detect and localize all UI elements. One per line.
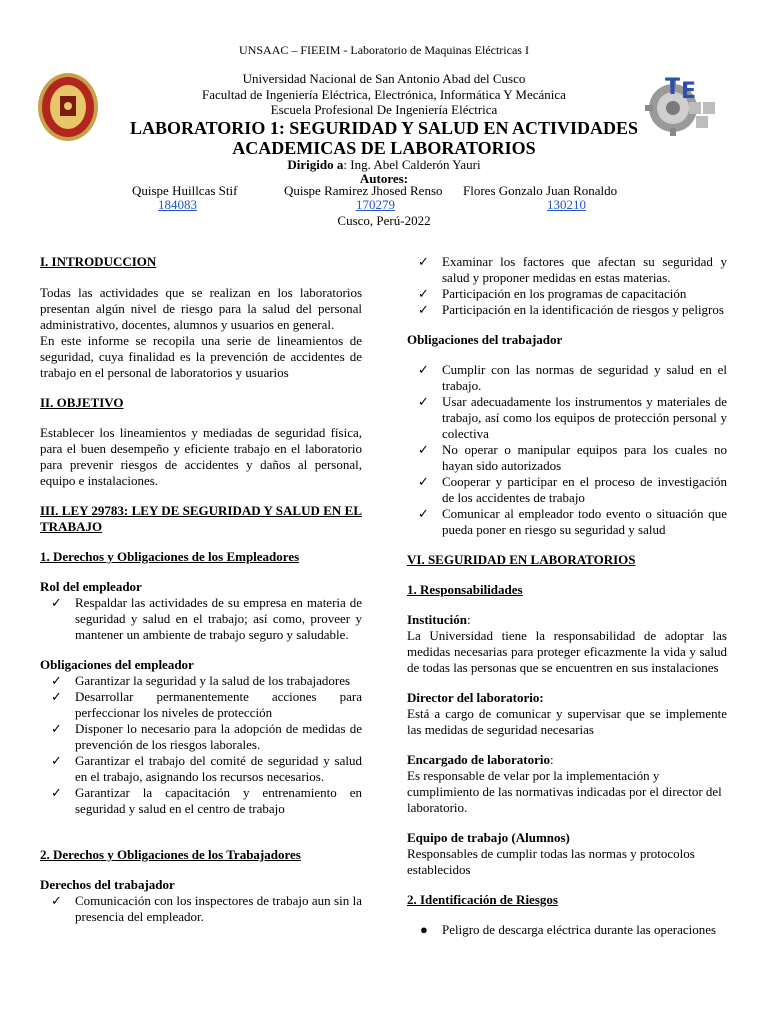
section-ley-title: III. LEY 29783: LEY DE SEGURIDAD Y SALUD EN EL TRABAJO <box>40 503 362 534</box>
list-item: ✓ Garantizar el trabajo del comité de seguridad y salud en el trabajo, asignando los recursos necesarios. <box>51 753 362 784</box>
checkmark-icon: ✓ <box>418 474 429 489</box>
checkmark-icon: ✓ <box>51 721 62 736</box>
list-item: ● Peligro de descarga eléctrica durante las operaciones <box>420 922 717 937</box>
rol-empleador-list <box>40 595 362 643</box>
list-item: ✓ Desarrollar permanentemente acciones para perfeccionar los niveles de protección <box>51 689 362 720</box>
report-title-line2: ACADEMICAS DE LABORATORIOS <box>232 138 536 158</box>
list-item: ✓ Usar adecuadamente los instrumentos y materiales de trabajo, así como los equipos de protección personal y colectiva <box>418 394 727 441</box>
obligaciones-trabajador-label: Obligaciones del trabajador <box>407 332 563 347</box>
authors-label: Autores: <box>359 171 409 186</box>
checkmark-icon: ✓ <box>51 785 62 800</box>
author-name: Quispe Ramirez Jhosed Renso <box>284 183 443 198</box>
list-item: ✓ Participación en los programas de capacitación <box>418 286 687 301</box>
checkmark-icon: ✓ <box>418 362 429 377</box>
subsection-responsabilidades-title: 1. Responsabilidades <box>407 582 523 597</box>
school-name: Escuela Profesional De Ingeniería Eléctrica <box>270 102 498 117</box>
checkmark-icon: ✓ <box>418 506 429 521</box>
checkmark-icon: ✓ <box>51 595 62 610</box>
checkmark-icon: ✓ <box>51 753 62 768</box>
director-label: Director del laboratorio: <box>407 690 544 705</box>
bullet-icon: ● <box>420 922 428 937</box>
list-item: ✓ Cooperar y participar en el proceso de investigación de los accidentes de trabajo <box>418 474 727 505</box>
author-id-link[interactable]: 130210 <box>547 197 586 212</box>
institucion-heading: Institución: <box>407 612 471 627</box>
list-item: ✓ No operar o manipular equipos para los cuales no hayan sido autorizados <box>418 442 727 473</box>
director-paragraph: Está a cargo de comunicar y supervisar que se implemente las medidas de seguridad necesarias <box>407 706 727 737</box>
directed-label: Dirigido a <box>287 157 344 172</box>
report-title-line1: LABORATORIO 1: SEGURIDAD Y SALUD EN ACTIVIDADES <box>129 118 639 138</box>
checkmark-icon: ✓ <box>418 286 429 301</box>
institucion-paragraph: La Universidad tiene la responsabilidad de adoptar las medidas necesarias para proteger eficazmente la vida y salud de todas las personas que se encuentren en sus instalaciones <box>407 628 727 675</box>
riesgos-list <box>407 922 727 938</box>
list-item: ✓ Participación en la identificación de riesgos y peligros <box>418 302 724 317</box>
intro-paragraph: Todas las actividades que se realizan en los laboratorios presentan algún nivel de riesgo para la salud del personal administrativo, docentes, alumnos y usuarios en general. <box>40 285 362 332</box>
intro-paragraph: En este informe se recopila una serie de lineamientos de seguridad, cuya finalidad es la prevención de accidentes de trabajo en el personal de laboratorios y usuarios <box>40 333 362 380</box>
institucion-label: Institución <box>407 612 467 627</box>
section-seguridad-title: VI. SEGURIDAD EN LABORATORIOS <box>407 552 636 567</box>
right-column <box>407 254 727 938</box>
list-item: ✓ Garantizar la seguridad y la salud de los trabajadores <box>51 673 351 688</box>
derechos-trabajador-label: Derechos del trabajador <box>40 877 175 892</box>
subsection-trabajadores-title: 2. Derechos y Obligaciones de los Trabajadores <box>40 847 301 862</box>
author-name: Quispe Huillcas Stif <box>132 183 238 198</box>
encargado-label: Encargado de laboratorio <box>407 752 550 767</box>
list-item: ✓ Respaldar las actividades de su empresa en materia de seguridad y salud en el trabajo; así como, proveer y mantener un ambiente de trabajo seguro y saludable. <box>51 595 362 642</box>
obligaciones-trabajador-list <box>407 362 727 538</box>
directed-value: : Ing. Abel Calderón Yauri <box>343 157 481 172</box>
checkmark-icon: ✓ <box>418 442 429 457</box>
rol-empleador-label: Rol del empleador <box>40 579 142 594</box>
author-id-link[interactable]: 184083 <box>158 197 197 212</box>
left-column <box>40 254 362 925</box>
running-header: UNSAAC – FIEEIM - Laboratorio de Maquinas Eléctricas I <box>239 43 529 57</box>
subsection-empleadores-title: 1. Derechos y Obligaciones de los Empleadores <box>40 549 300 564</box>
faculty-name: Facultad de Ingeniería Eléctrica, Electrónica, Informática Y Mecánica <box>202 87 566 102</box>
list-item: ✓ Disponer lo necesario para la adopción de medidas de prevención de los riesgos laborales. <box>51 721 362 752</box>
checkmark-icon: ✓ <box>51 673 62 688</box>
equipo-paragraph: Responsables de cumplir todas las normas y protocolos establecidos <box>407 846 695 877</box>
objetivo-paragraph: Establecer los lineamientos y mediadas de seguridad física, para el buen desempeño y eficiente trabajo en el laboratorio para prevenir riesgos de accidentes y daños al personal, equipo e instalaciones. <box>40 425 362 488</box>
list-item: ✓ Cumplir con las normas de seguridad y salud en el trabajo. <box>418 362 727 393</box>
author-name: Flores Gonzalo Juan Ronaldo <box>463 183 618 198</box>
list-item: ✓ Comunicar al empleador todo evento o situación que pueda poner en riesgo su seguridad y salud <box>418 506 727 537</box>
encargado-paragraph: Es responsable de velar por la implementación y cumplimiento de las normativas indicadas por el director del laboratorio. <box>407 768 722 815</box>
checkmark-icon: ✓ <box>418 302 429 317</box>
section-introduccion-title: I. INTRODUCCION <box>40 254 157 269</box>
checkmark-icon: ✓ <box>51 689 62 704</box>
university-name: Universidad Nacional de San Antonio Abad del Cusco <box>242 71 526 86</box>
derechos-trabajador-continued-list <box>407 254 727 318</box>
directed-to <box>0 157 768 172</box>
obligaciones-empleador-label: Obligaciones del empleador <box>40 657 194 672</box>
checkmark-icon: ✓ <box>418 394 429 409</box>
encargado-heading: Encargado de laboratorio: <box>407 752 554 767</box>
list-item: ✓ Comunicación con los inspectores de trabajo aun sin la presencia del empleador. <box>51 893 362 924</box>
checkmark-icon: ✓ <box>51 893 62 908</box>
svg-text:E: E <box>681 79 697 104</box>
svg-text:T: T <box>665 75 681 100</box>
checkmark-icon: ✓ <box>418 254 429 269</box>
section-objetivo-title: II. OBJETIVO <box>40 395 124 410</box>
equipo-label: Equipo de trabajo (Alumnos) <box>407 830 570 845</box>
place-date: Cusco, Perú-2022 <box>337 213 431 228</box>
author-id-link[interactable]: 170279 <box>356 197 395 212</box>
list-item: ✓ Garantizar la capacitación y entrenamiento en seguridad y salud en el centro de trabajo <box>51 785 362 816</box>
subsection-riesgos-title: 2. Identificación de Riesgos <box>407 892 558 907</box>
obligaciones-empleador-list <box>40 673 362 817</box>
derechos-trabajador-list <box>40 893 362 925</box>
list-item: ✓ Examinar los factores que afectan su seguridad y salud y proponer medidas en estas materias. <box>418 254 727 285</box>
